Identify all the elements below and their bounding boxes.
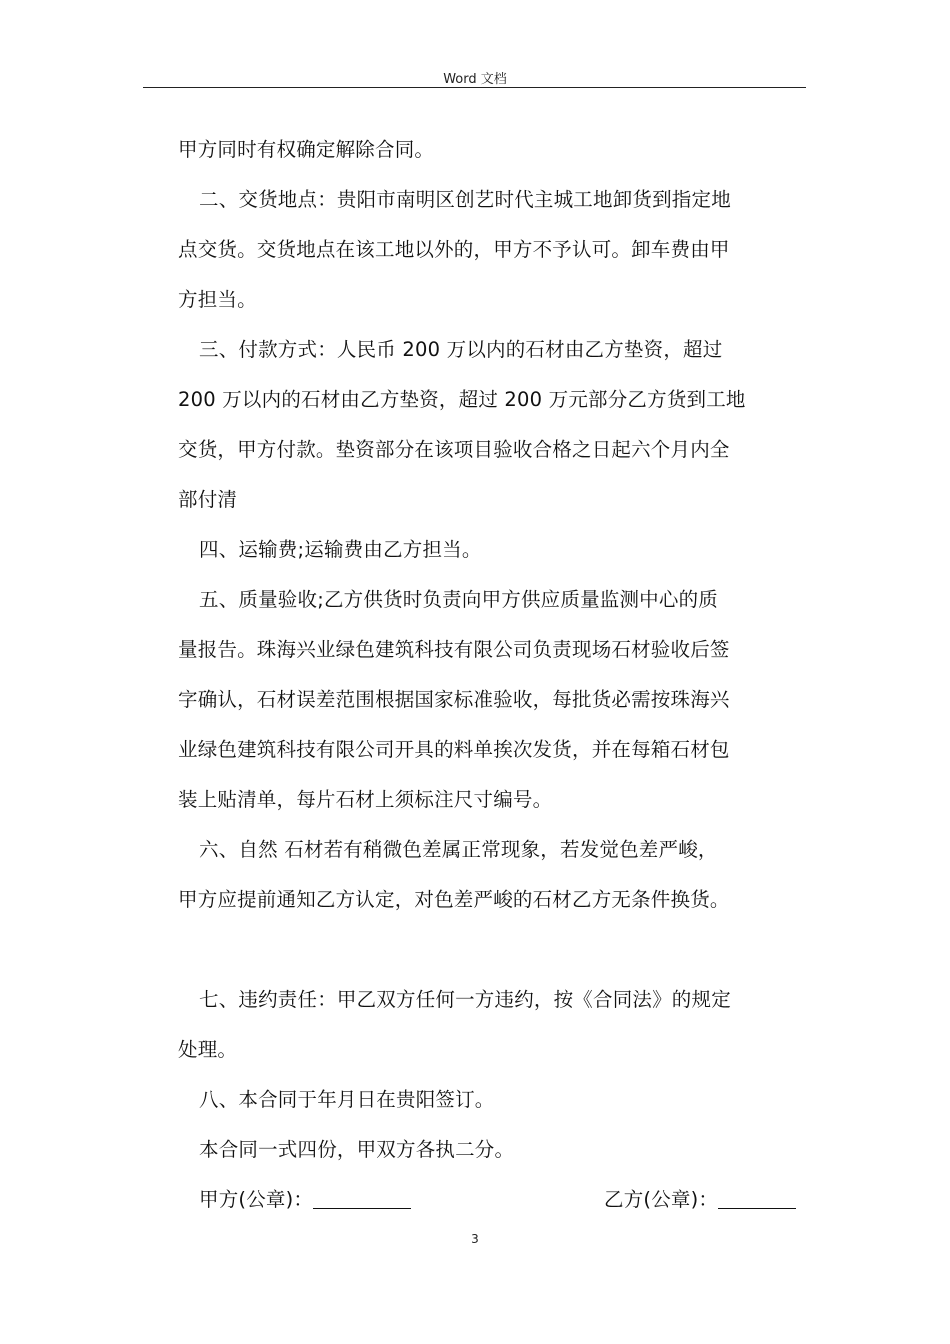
party-b-label: 乙方(公章)： — [604, 1188, 719, 1211]
party-a-signature-blank — [313, 1190, 411, 1209]
text-line: 量报告。珠海兴业绿色建筑科技有限公司负责现场石材验收后签 — [178, 638, 730, 661]
text-line: 八、本合同于年月日在贵阳签订。 — [199, 1088, 495, 1111]
text-line: 200 万以内的石材由乙方垫资，超过 200 万元部分乙方货到工地 — [178, 388, 746, 411]
text-line: 甲方应提前通知乙方认定，对色差严峻的石材乙方无条件换货。 — [178, 888, 730, 911]
text-line: 甲方同时有权确定解除合同。 — [178, 138, 435, 161]
text-line: 四、运输费;运输费由乙方担当。 — [199, 538, 482, 561]
text-line: 六、自然 石材若有稍微色差属正常现象，若发觉色差严峻， — [199, 838, 718, 861]
blank-line — [178, 925, 806, 975]
text-line: 字确认，石材误差范围根据国家标准验收，每批货必需按珠海兴 — [178, 688, 730, 711]
party-a-label: 甲方(公章)： — [199, 1188, 314, 1211]
text-line: 方担当。 — [178, 288, 257, 311]
party-b-signature — [604, 1175, 796, 1225]
text-line: 交货，甲方付款。垫资部分在该项目验收合格之日起六个月内全 — [178, 438, 730, 461]
party-a-signature — [199, 1175, 411, 1225]
text-line: 装上贴清单，每片石材上须标注尺寸编号。 — [178, 788, 553, 811]
text-line: 二、交货地点：贵阳市南明区创艺时代主城工地卸货到指定地 — [199, 188, 731, 211]
page-number: 3 — [471, 1232, 479, 1246]
document-body — [178, 125, 806, 1225]
text-line: 本合同一式四份，甲双方各执二分。 — [199, 1138, 515, 1161]
text-line: 业绿色建筑科技有限公司开具的料单挨次发货，并在每箱石材包 — [178, 738, 730, 761]
text-line: 处理。 — [178, 1038, 238, 1061]
signature-row — [178, 1175, 806, 1225]
text-line: 七、违约责任：甲乙双方任何一方违约，按《合同法》的规定 — [199, 988, 731, 1011]
page-header: Word 文档 — [443, 72, 507, 87]
header-divider — [143, 87, 806, 88]
text-line: 五、质量验收;乙方供货时负责向甲方供应质量监测中心的质 — [199, 588, 718, 611]
text-line: 点交货。交货地点在该工地以外的，甲方不予认可。卸车费由甲 — [178, 238, 730, 261]
text-line: 三、付款方式：人民币 200 万以内的石材由乙方垫资，超过 — [199, 338, 723, 361]
paragraph-lines — [178, 125, 806, 1175]
party-b-signature-blank — [718, 1190, 796, 1209]
text-line: 部付清 — [178, 488, 238, 511]
